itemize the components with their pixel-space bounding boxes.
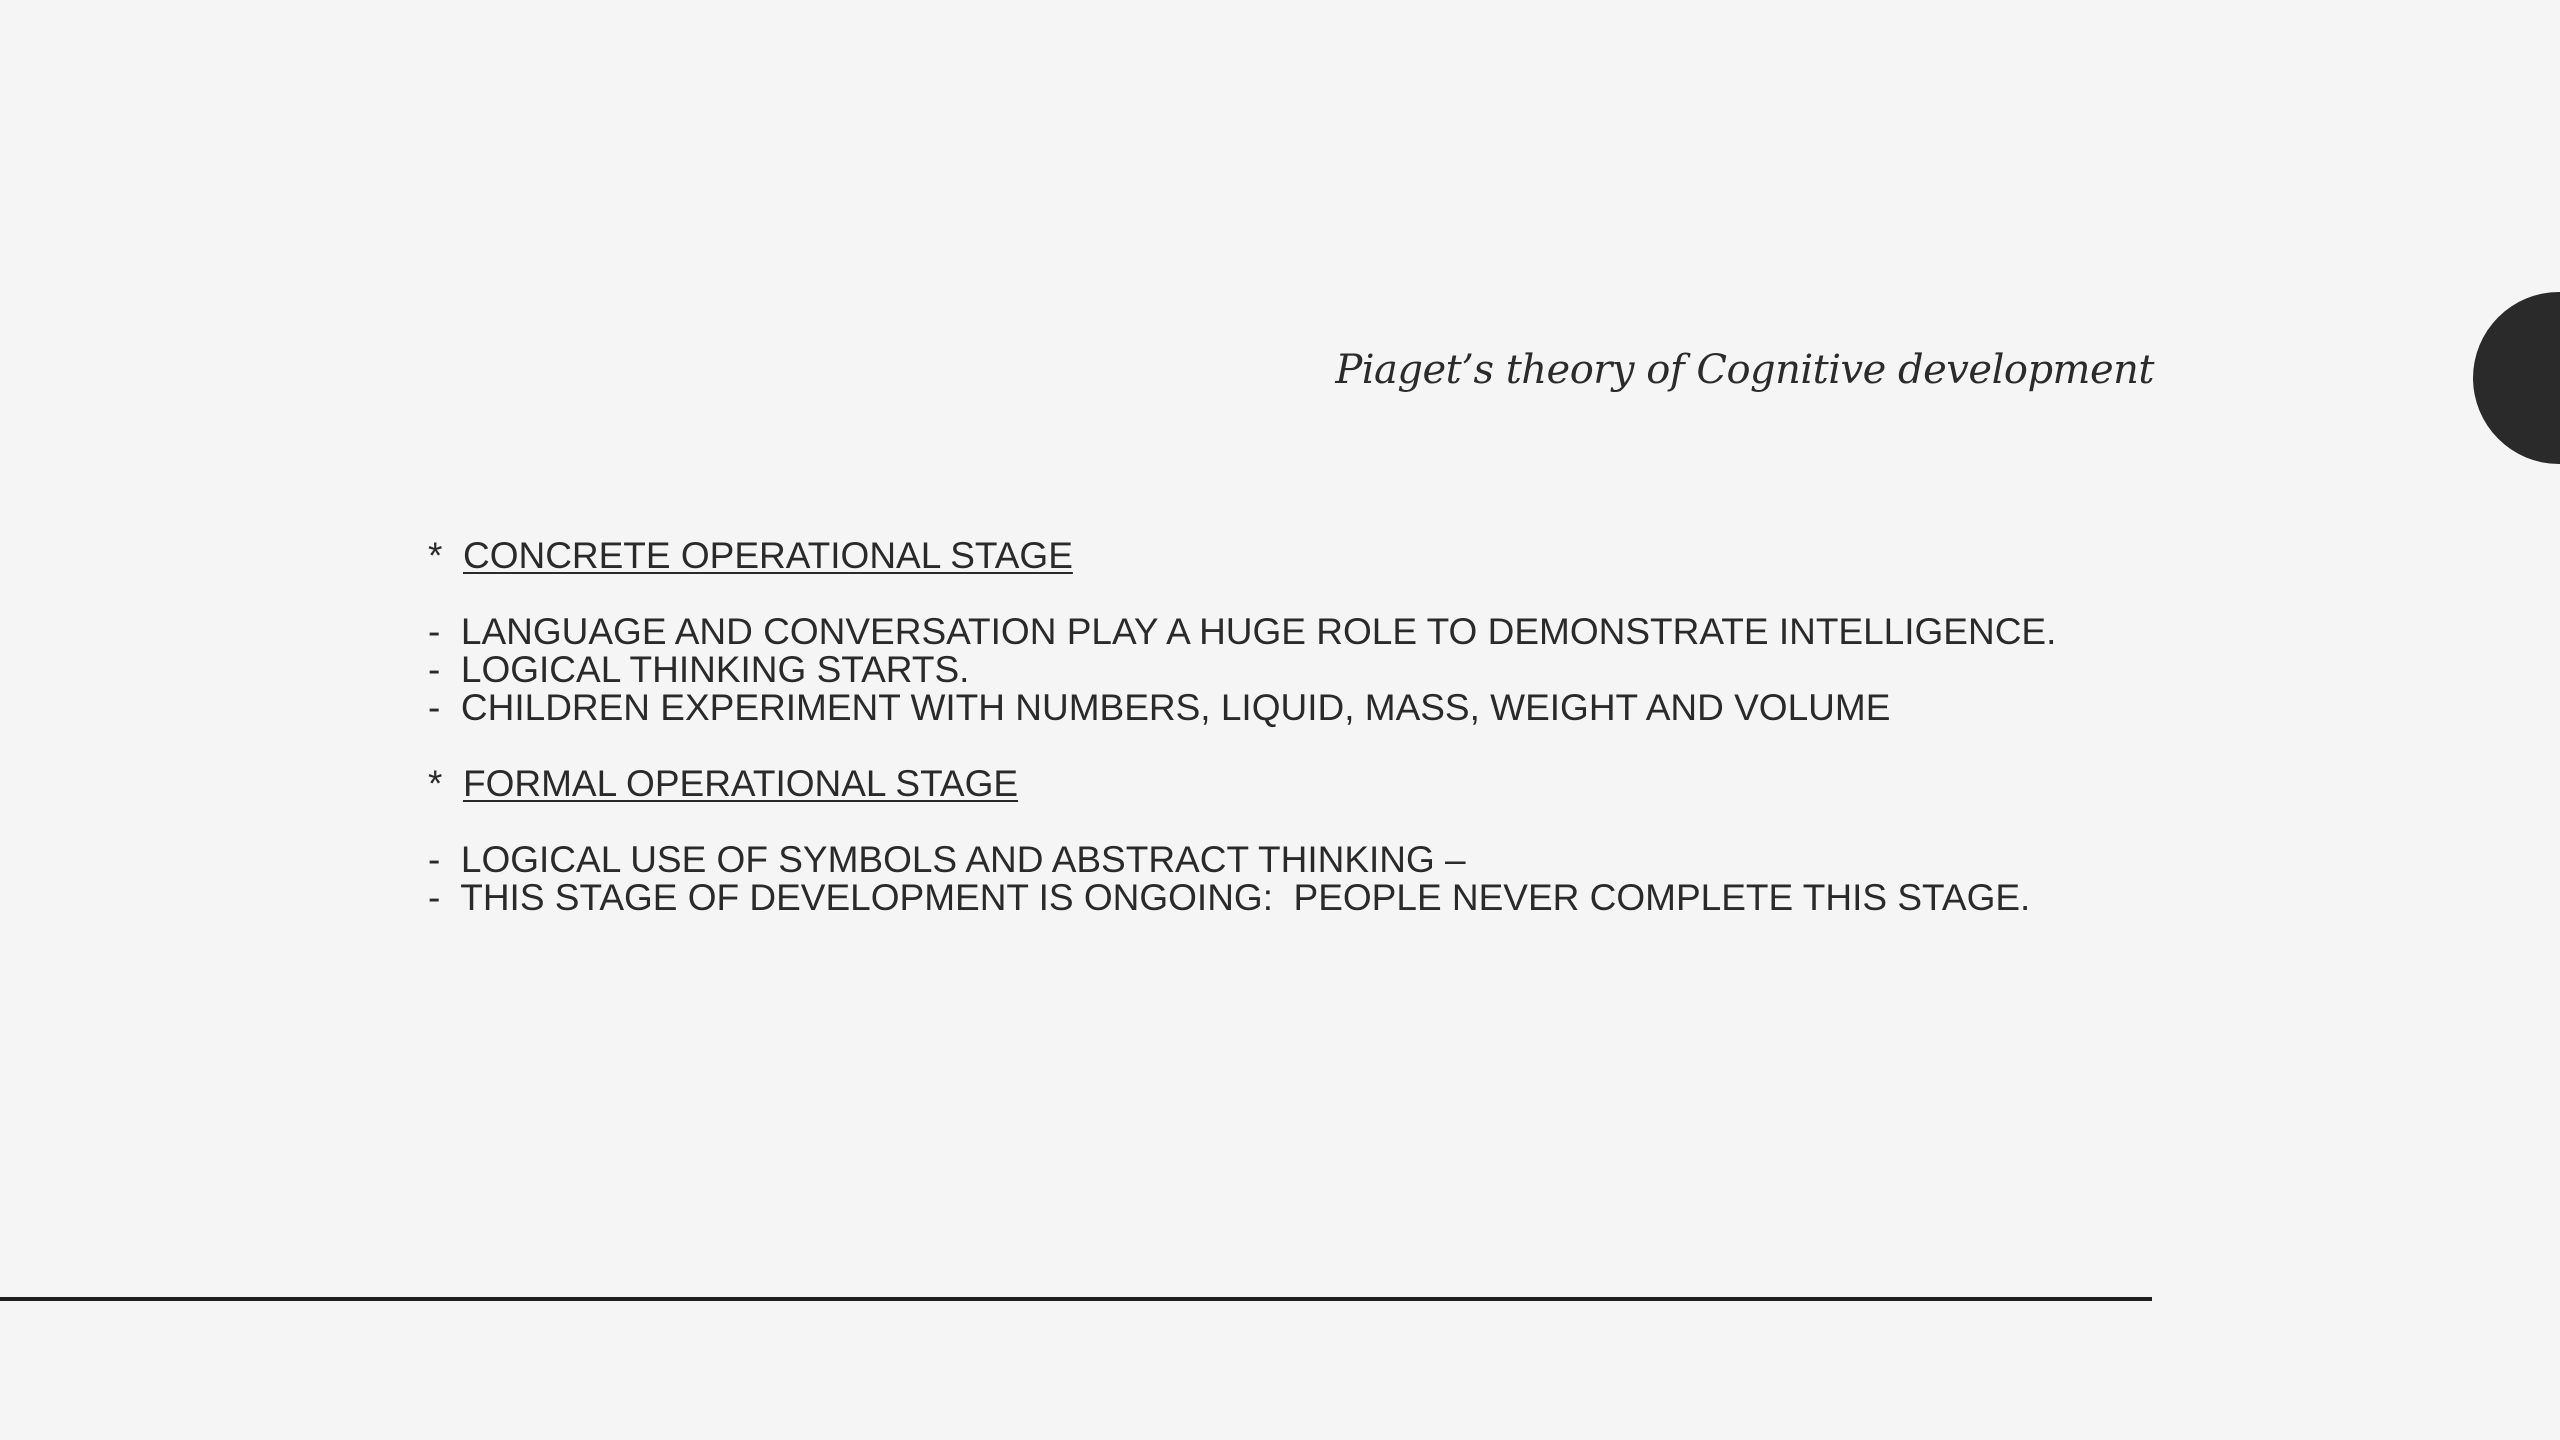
dash-marker: - (428, 839, 441, 880)
list-item (428, 613, 2056, 651)
list-item-text: THIS STAGE OF DEVELOPMENT IS ONGOING: PEOPLE NEVER COMPLETE THIS STAGE. (460, 877, 2031, 918)
heading-marker: * (428, 535, 443, 576)
spacer (428, 575, 2056, 613)
dash-marker: - (428, 611, 441, 652)
slide-title: Piaget’s theory of Cognitive development (1335, 347, 2154, 393)
spacer (428, 803, 2056, 841)
heading-label: FORMAL OPERATIONAL STAGE (462, 763, 1019, 804)
section-heading-formal (428, 765, 2056, 803)
dash-marker: - (428, 877, 441, 918)
heading-marker: * (428, 763, 443, 804)
list-item (428, 651, 2056, 689)
list-item (428, 879, 2056, 917)
list-item-text: LOGICAL USE OF SYMBOLS AND ABSTRACT THINKING – (460, 839, 1466, 880)
list-item-text: CHILDREN EXPERIMENT WITH NUMBERS, LIQUID, MASS, WEIGHT AND VOLUME (460, 687, 1891, 728)
section-heading-concrete (428, 537, 2056, 575)
dash-marker: - (428, 649, 441, 690)
heading-label: CONCRETE OPERATIONAL STAGE (462, 535, 1073, 576)
bottom-rule (0, 1297, 2152, 1301)
slide-body (428, 537, 2056, 917)
list-item-text: LOGICAL THINKING STARTS. (460, 649, 970, 690)
decorative-circle (2473, 292, 2560, 464)
spacer (428, 727, 2056, 765)
dash-marker: - (428, 687, 441, 728)
list-item-text: LANGUAGE AND CONVERSATION PLAY A HUGE ROLE TO DEMONSTRATE INTELLIGENCE. (460, 611, 2057, 652)
list-item (428, 841, 2056, 879)
list-item (428, 689, 2056, 727)
